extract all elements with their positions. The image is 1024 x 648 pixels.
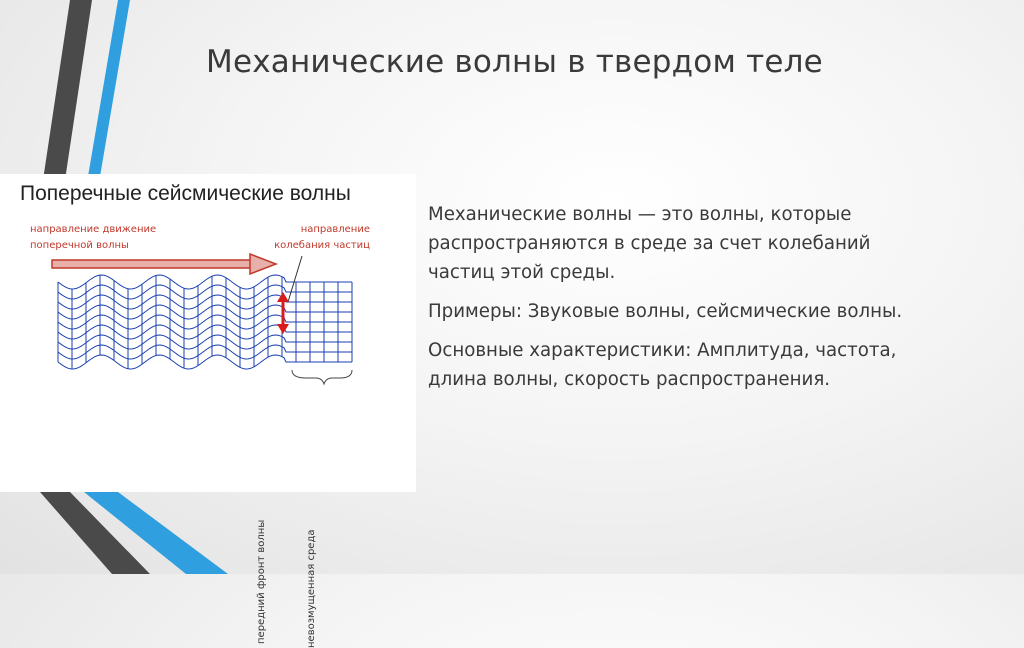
wave-direction-arrow	[52, 254, 276, 274]
medium-brace	[292, 370, 352, 384]
grid-row-line	[58, 305, 352, 319]
grid-row-line	[58, 325, 352, 339]
undisturbed-medium-label: невозмущенная среда	[306, 529, 317, 648]
slide-title: Механические волны в твердом теле	[206, 44, 823, 80]
grid-row-line	[58, 295, 352, 309]
grid-row-line	[58, 345, 352, 359]
grid-row-line	[58, 285, 352, 299]
oscillation-label: направление колебания частиц	[274, 224, 370, 251]
figure-title: Поперечные сейсмические волны	[20, 182, 351, 205]
grid-row-line	[58, 275, 352, 289]
seismic-wave-figure	[0, 174, 416, 648]
oscillation-pointer	[288, 256, 302, 302]
definition-paragraph: Механические волны — это волны, которые распространяются в среде за счет колебаний частиц этой среды.	[428, 204, 871, 283]
top-dark-stripe	[40, 0, 92, 200]
examples-paragraph: Примеры: Звуковые волны, сейсмические волны.	[428, 301, 903, 322]
grid-row-line	[58, 335, 352, 349]
grid-row-line	[58, 355, 352, 369]
grid-row-line	[58, 315, 352, 329]
top-blue-stripe	[84, 0, 130, 200]
wave-direction-label: направление движение поперечной волны	[30, 224, 157, 251]
oscillation-arrow	[277, 292, 289, 334]
content-text	[428, 200, 908, 404]
characteristics-paragraph: Основные характеристики: Амплитуда, частота, длина волны, скорость распространения.	[428, 340, 897, 390]
wave-grid	[58, 275, 352, 369]
wave-front-label: передний фронт волны	[256, 519, 267, 644]
